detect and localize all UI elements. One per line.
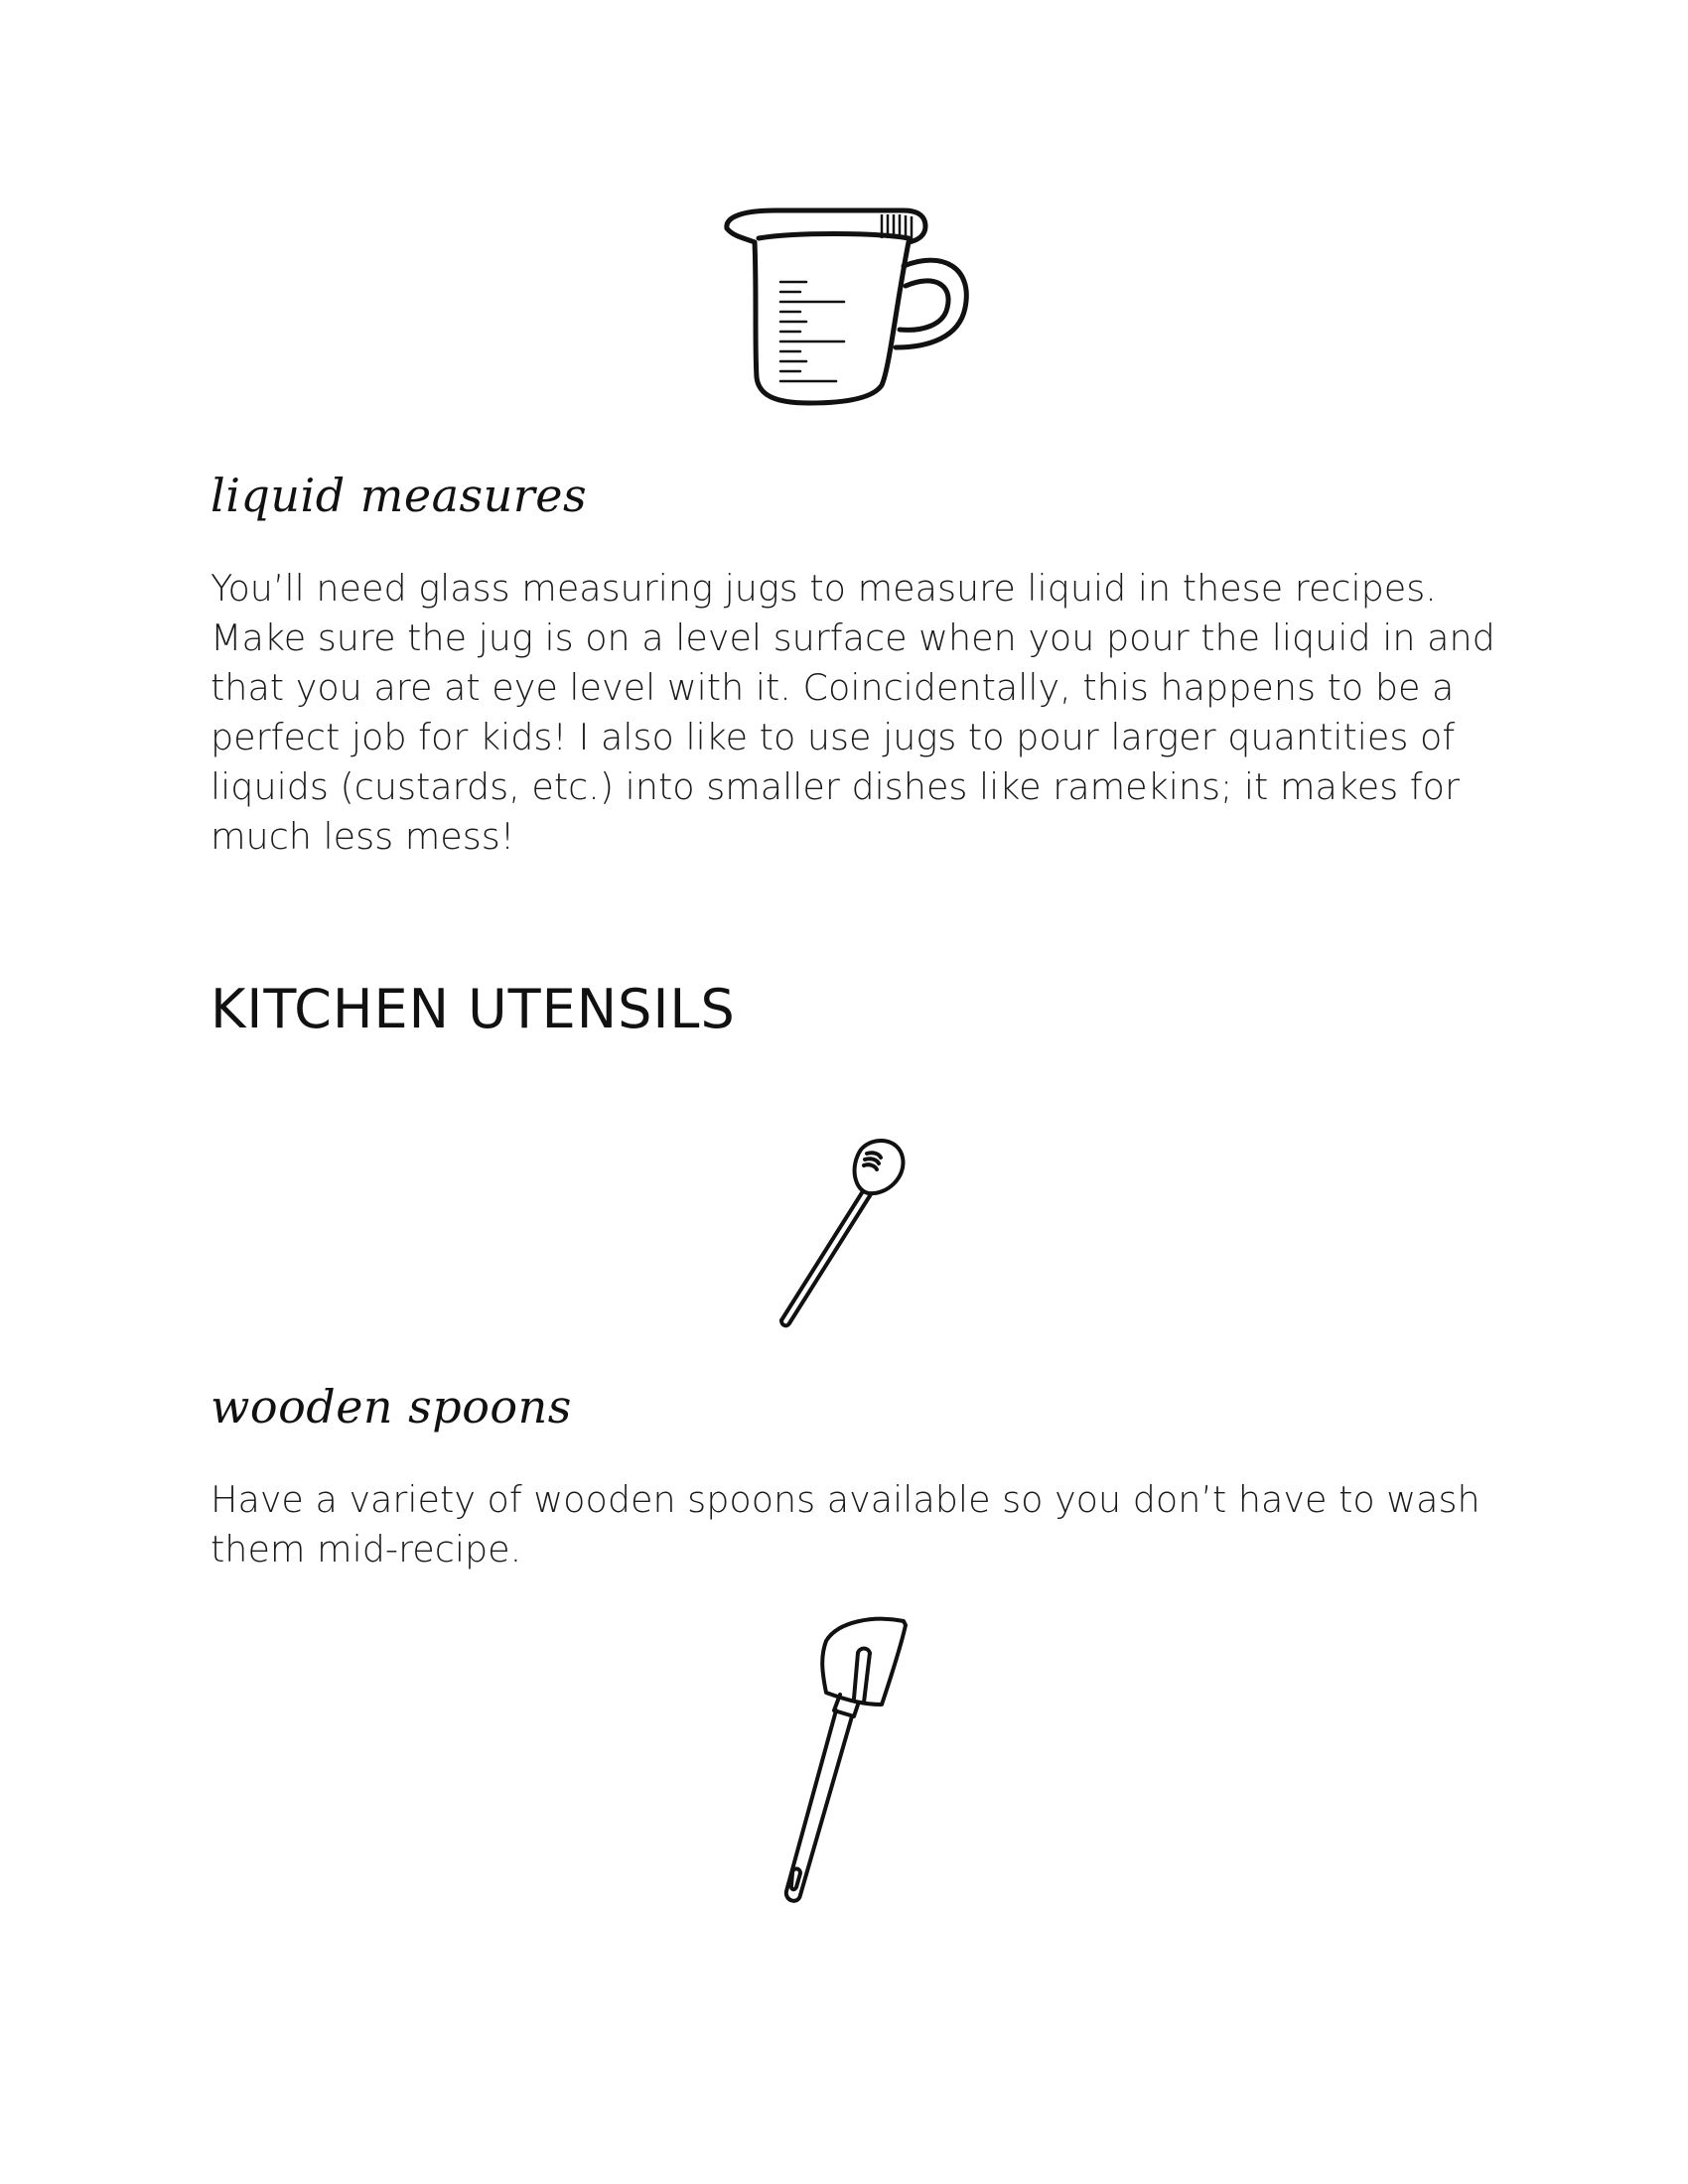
liquid-measures-heading: liquid measures (211, 469, 588, 522)
kitchen-utensils-title: KITCHEN UTENSILS (211, 978, 736, 1040)
wooden-spoons-heading: wooden spoons (211, 1380, 572, 1433)
liquid-measures-text: You’ll need glass measuring jugs to measure liquid in these recipes. Make sure the jug is on a level surface when you pour the liquid in and that you are at eye level with it. Coincidentally, this happens to be a perfect job for kids! I also like to use jugs to pour larger quantities of liquids (custards, etc.) into smaller dishes like ramekins; it makes for much less mess! (211, 567, 1495, 858)
spatula-icon (765, 1613, 923, 1911)
measuring-jug-icon (715, 199, 973, 417)
wooden-spoons-text: Have a variety of wooden spoons available so you don’t have to wash them mid-recipe. (211, 1478, 1480, 1570)
wooden-spoon-icon (770, 1132, 918, 1330)
